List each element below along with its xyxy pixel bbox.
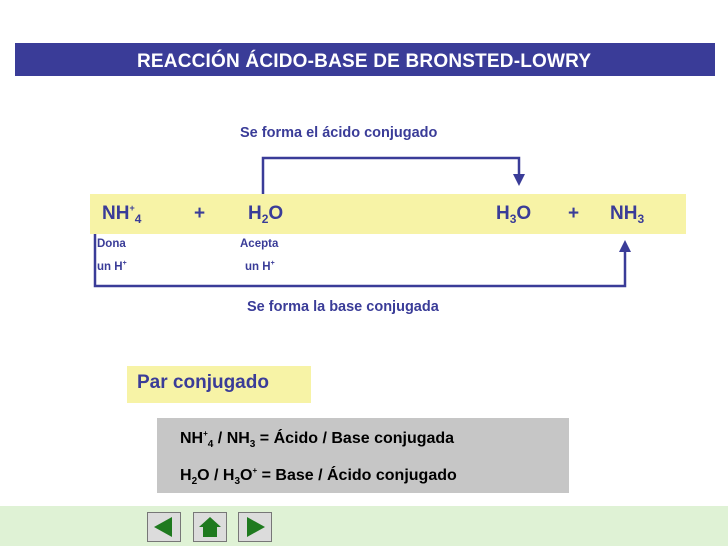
previous-button[interactable]	[147, 512, 181, 542]
next-button[interactable]	[238, 512, 272, 542]
pair-row-1: $NH^+_4 / NH_3$ = Ácido / Base conjugada	[180, 429, 455, 450]
pair-row-2: $H_2O / H_3O^+$ = Base / Ácido conjugado	[180, 466, 457, 487]
reactant-h2o: $H_2O$	[248, 203, 284, 226]
acid-arrowhead	[513, 174, 525, 186]
footer-strip	[0, 506, 728, 546]
home-icon	[194, 513, 226, 541]
previous-arrow-icon	[148, 513, 180, 541]
acepta-label: Acepta un H+	[240, 238, 279, 273]
reactant-nh4: $NH^+_4$	[102, 203, 142, 226]
base-arrowhead	[619, 240, 631, 252]
product-h3o: $H_3O$	[496, 203, 532, 226]
acid-conjugate-label: Se forma el ácido conjugado	[240, 125, 438, 141]
par-conjugado-title: Par conjugado	[137, 372, 269, 393]
plus-sign-2: +	[568, 203, 580, 224]
base-arrow	[95, 234, 625, 286]
home-button[interactable]	[193, 512, 227, 542]
dona-label: Dona un H+	[97, 238, 127, 273]
base-conjugate-label: Se forma la base conjugada	[247, 299, 439, 315]
slide-title: REACCIÓN ÁCIDO-BASE DE BRONSTED-LOWRY	[137, 51, 592, 72]
acid-arrow	[263, 158, 519, 194]
plus-sign-1: +	[194, 203, 206, 224]
product-nh3: $NH_3$	[610, 203, 645, 226]
next-arrow-icon	[239, 513, 271, 541]
equation-bar	[90, 194, 686, 234]
